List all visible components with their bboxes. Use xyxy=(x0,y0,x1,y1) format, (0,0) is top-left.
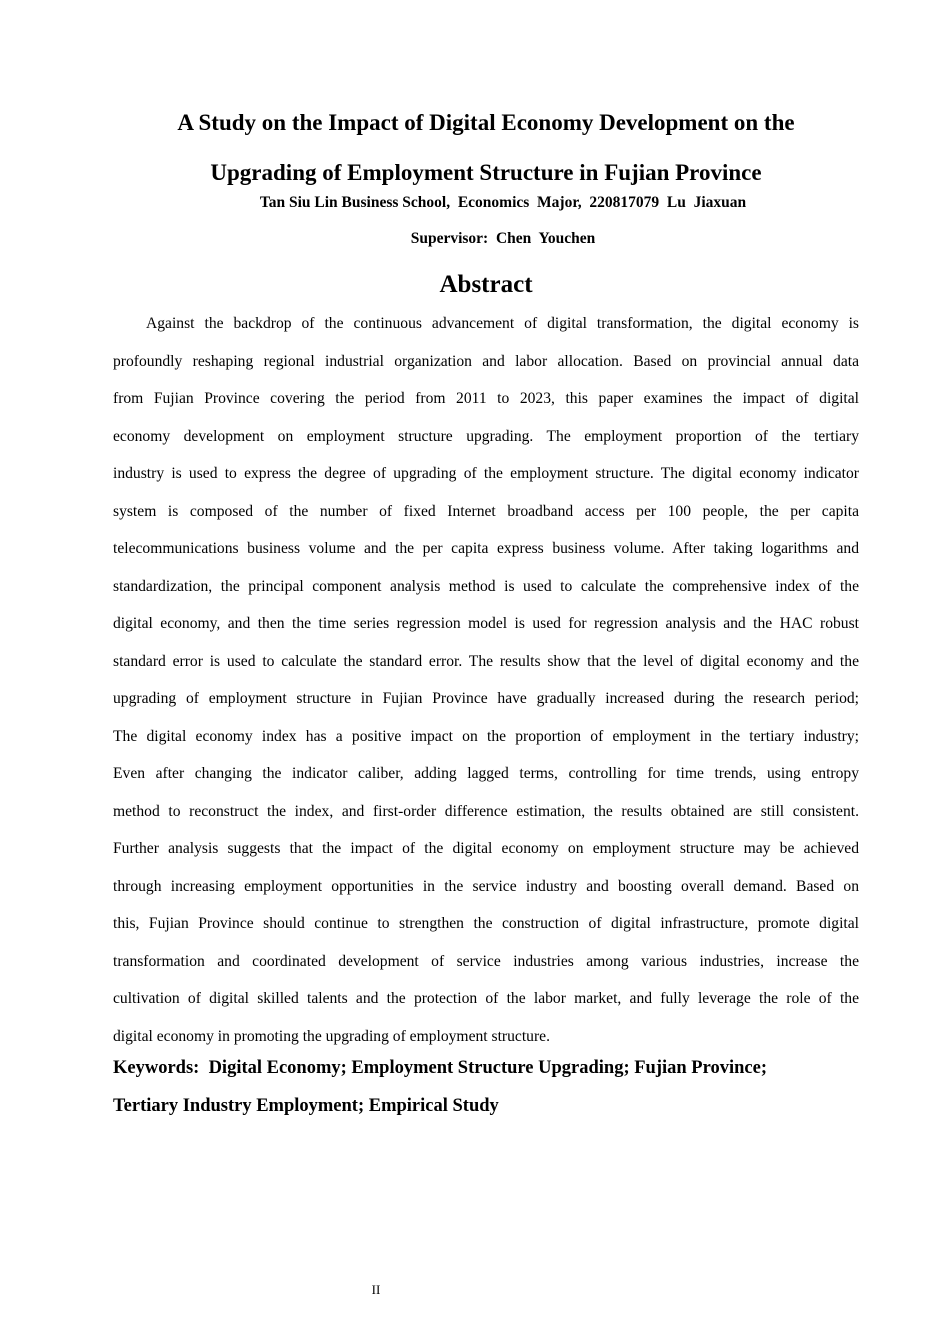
page-number: II xyxy=(371,1282,381,1297)
keywords-line-2: Tertiary Industry Employment; Empirical Study xyxy=(113,1096,499,1116)
abstract-line: method to reconstruct the index, and first-order difference estimation, the results obtained are still consistent. xyxy=(113,802,859,820)
abstract-line: cultivation of digital skilled talents and the protection of the labor market, and fully leverage the role of the xyxy=(113,990,859,1007)
abstract-line: industry is used to express the degree of upgrading of the employment structure. The digital economy indicator xyxy=(113,465,859,482)
paper-title-line-1: A Study on the Impact of Digital Economy Development on the xyxy=(177,110,795,135)
abstract-line: Further analysis suggests that the impact of the digital economy on employment structure may be achieved xyxy=(113,840,859,857)
author-affiliation: Tan Siu Lin Business School, Economics Major, 220817079 Lu Jiaxuan xyxy=(259,194,747,211)
paper-title xyxy=(113,98,859,198)
abstract-line: Against the backdrop of the continuous advancement of digital transformation, the digital economy is xyxy=(146,315,859,332)
keywords-line-1: Keywords: Digital Economy; Employment Structure Upgrading; Fujian Province; xyxy=(113,1058,767,1078)
abstract-line: digital economy in promoting the upgrading of employment structure. xyxy=(113,1027,550,1045)
abstract-line: Even after changing the indicator caliber, adding lagged terms, controlling for time trends, using entropy xyxy=(113,765,859,782)
abstract-line: this, Fujian Province should continue to strengthen the construction of digital infrastructure, promote digital xyxy=(113,915,859,932)
abstract-line: from Fujian Province covering the period from 2011 to 2023, this paper examines the impact of digital xyxy=(113,390,859,407)
abstract-line: system is composed of the number of fixed Internet broadband access per 100 people, the per capita xyxy=(113,502,859,520)
abstract-line: The digital economy index has a positive impact on the proportion of employment in the tertiary industry; xyxy=(113,727,859,745)
supervisor-line: Supervisor: Chen Youchen xyxy=(410,230,596,247)
abstract-heading: Abstract xyxy=(439,271,533,298)
abstract-line: profoundly reshaping regional industrial organization and labor allocation. Based on provincial annual data xyxy=(113,352,859,370)
abstract-line: upgrading of employment structure in Fujian Province have gradually increased during the research period; xyxy=(113,690,859,707)
abstract-line: economy development on employment structure upgrading. The employment proportion of the tertiary xyxy=(113,427,859,445)
keywords xyxy=(113,1049,859,1125)
paper-title-line-2: Upgrading of Employment Structure in Fujian Province xyxy=(210,160,762,185)
abstract-line: digital economy, and then the time series regression model is used for regression analysis and the HAC robust xyxy=(113,615,859,632)
abstract-line: through increasing employment opportunities in the service industry and boosting overall demand. Based on xyxy=(113,877,859,895)
abstract-line: transformation and coordinated development of service industries among various industries, increase the xyxy=(113,952,859,970)
abstract-line: standardization, the principal component analysis method is used to calculate the comprehensive index of the xyxy=(113,577,859,595)
abstract-line: standard error is used to calculate the standard error. The results show that the level of digital economy and the xyxy=(113,652,859,670)
abstract-line: telecommunications business volume and the per capita express business volume. After taking logarithms and xyxy=(113,540,859,557)
abstract-body xyxy=(113,305,859,1055)
